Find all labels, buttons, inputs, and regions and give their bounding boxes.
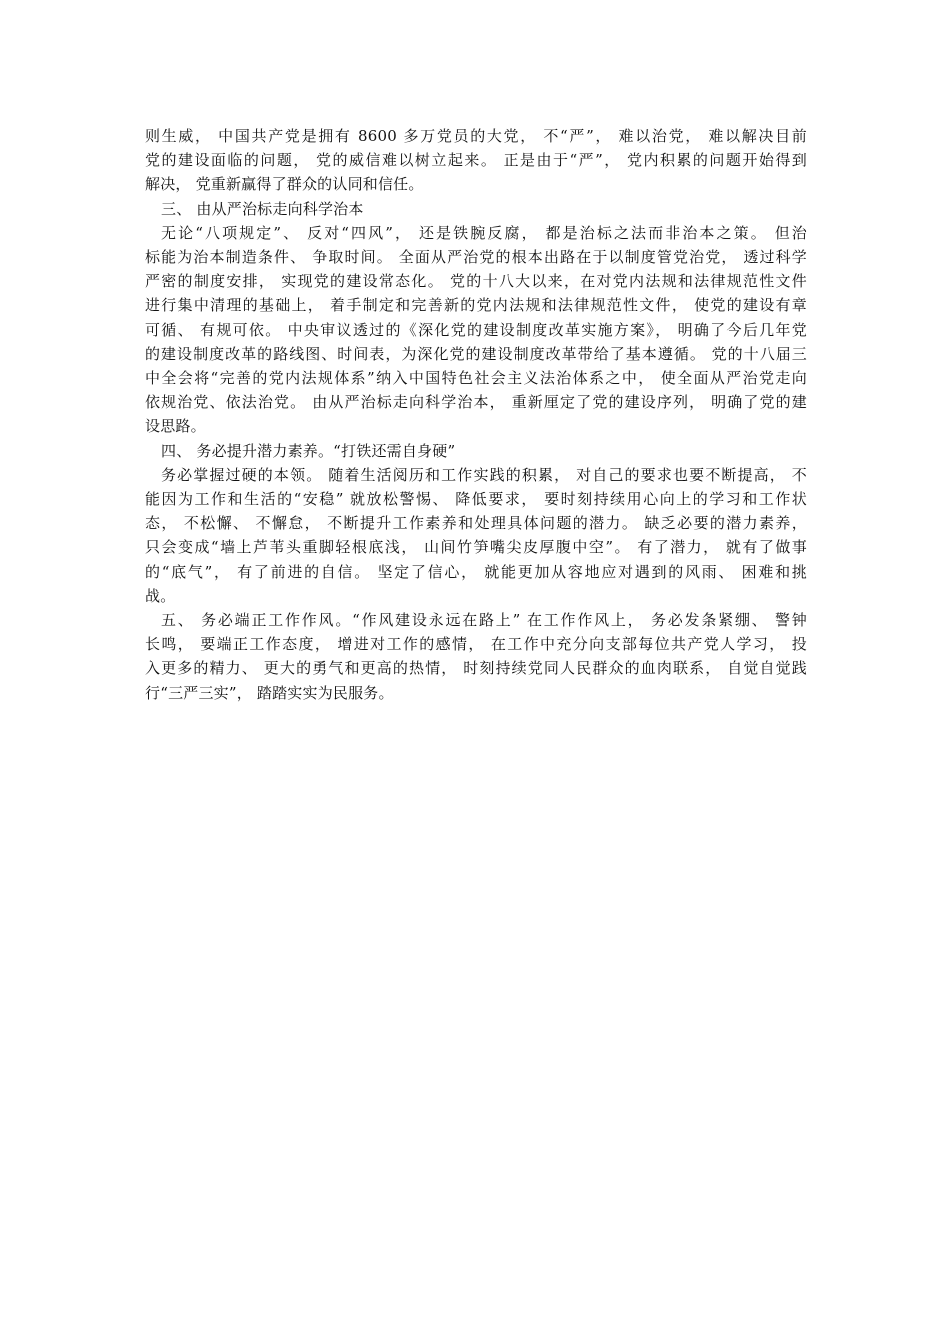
paragraph-line: 标能为治本制造条件、 争取时间。 全面从严治党的根本出路在于以制度管党治党， 透过科学 (145, 248, 807, 267)
paragraph-line: 的建设制度改革的路线图、时间表，为深化党的建设制度改革带给了基本遵循。 党的十八届三 (145, 344, 807, 363)
paragraph-line: 依规治党、依法治党。 由从严治标走向科学治本， 重新厘定了党的建设序列， 明确了党的建 (145, 393, 807, 412)
paragraph-line: 长鸣， 要端正工作态度， 增进对工作的感情， 在工作中充分向支部每位共产党人学习， 投 (145, 635, 807, 654)
paragraph-line: 行“三严三实”， 踏踏实实为民服务。 (145, 683, 394, 702)
paragraph-line: 态， 不松懈、 不懈怠， 不断提升工作素养和处理具体问题的潜力。 缺乏必要的潜力素养， (145, 514, 807, 533)
paragraph-line: 能因为工作和生活的“安稳” 就放松警惕、 降低要求， 要时刻持续用心向上的学习和工作状 (145, 490, 807, 509)
section-heading-paragraph: 五、 务必端正工作作风。“作风建设永远在路上” 在工作作风上， 务必发条紧绷、 警钟 (161, 611, 807, 630)
paragraph-line: 党的建设面临的问题， 党的威信难以树立起来。 正是由于“严”， 党内积累的问题开始得到 (145, 151, 807, 170)
paragraph-line: 则生威， 中国共产党是拥有 8600 多万党员的大党， 不“严”， 难以治党， 难以解决目前 (145, 127, 807, 145)
section-heading: 三、 由从严治标走向科学治本 (161, 199, 364, 218)
paragraph-line: 进行集中清理的基础上， 着手制定和完善新的党内法规和法律规范性文件， 使党的建设有章 (145, 296, 807, 315)
section-heading: 四、 务必提升潜力素养。“打铁还需自身硬” (161, 441, 456, 460)
paragraph-line: 可循、 有规可依。 中央审议透过的《深化党的建设制度改革实施方案》， 明确了今后几年党 (145, 320, 807, 339)
paragraph-line: 设思路。 (145, 417, 206, 436)
paragraph-line: 务必掌握过硬的本领。 随着生活阅历和工作实践的积累， 对自己的要求也要不断提高， 不 (161, 465, 807, 484)
paragraph-line: 无论“八项规定”、 反对“四风”， 还是铁腕反腐， 都是治标之法而非治本之策。 但治 (161, 223, 807, 242)
paragraph-line: 严密的制度安排， 实现党的建设常态化。 党的十八大以来，在对党内法规和法律规范性文件 (145, 272, 807, 291)
document-body (145, 124, 807, 705)
paragraph-line: 入更多的精力、 更大的勇气和更高的热情， 时刻持续党同人民群众的血肉联系， 自觉自觉践 (145, 659, 807, 678)
paragraph-line: 战。 (145, 586, 176, 605)
paragraph-line: 解决， 党重新赢得了群众的认同和信任。 (145, 175, 424, 194)
paragraph-line: 只会变成“墙上芦苇头重脚轻根底浅， 山间竹笋嘴尖皮厚腹中空”。 有了潜力， 就有了做事 (145, 538, 807, 557)
paragraph-line: 的“底气”， 有了前进的自信。 坚定了信心， 就能更加从容地应对遇到的风雨、 困难和挑 (145, 562, 807, 581)
paragraph-line: 中全会将“完善的党内法规体系”纳入中国特色社会主义法治体系之中， 使全面从严治党走向 (145, 369, 807, 388)
